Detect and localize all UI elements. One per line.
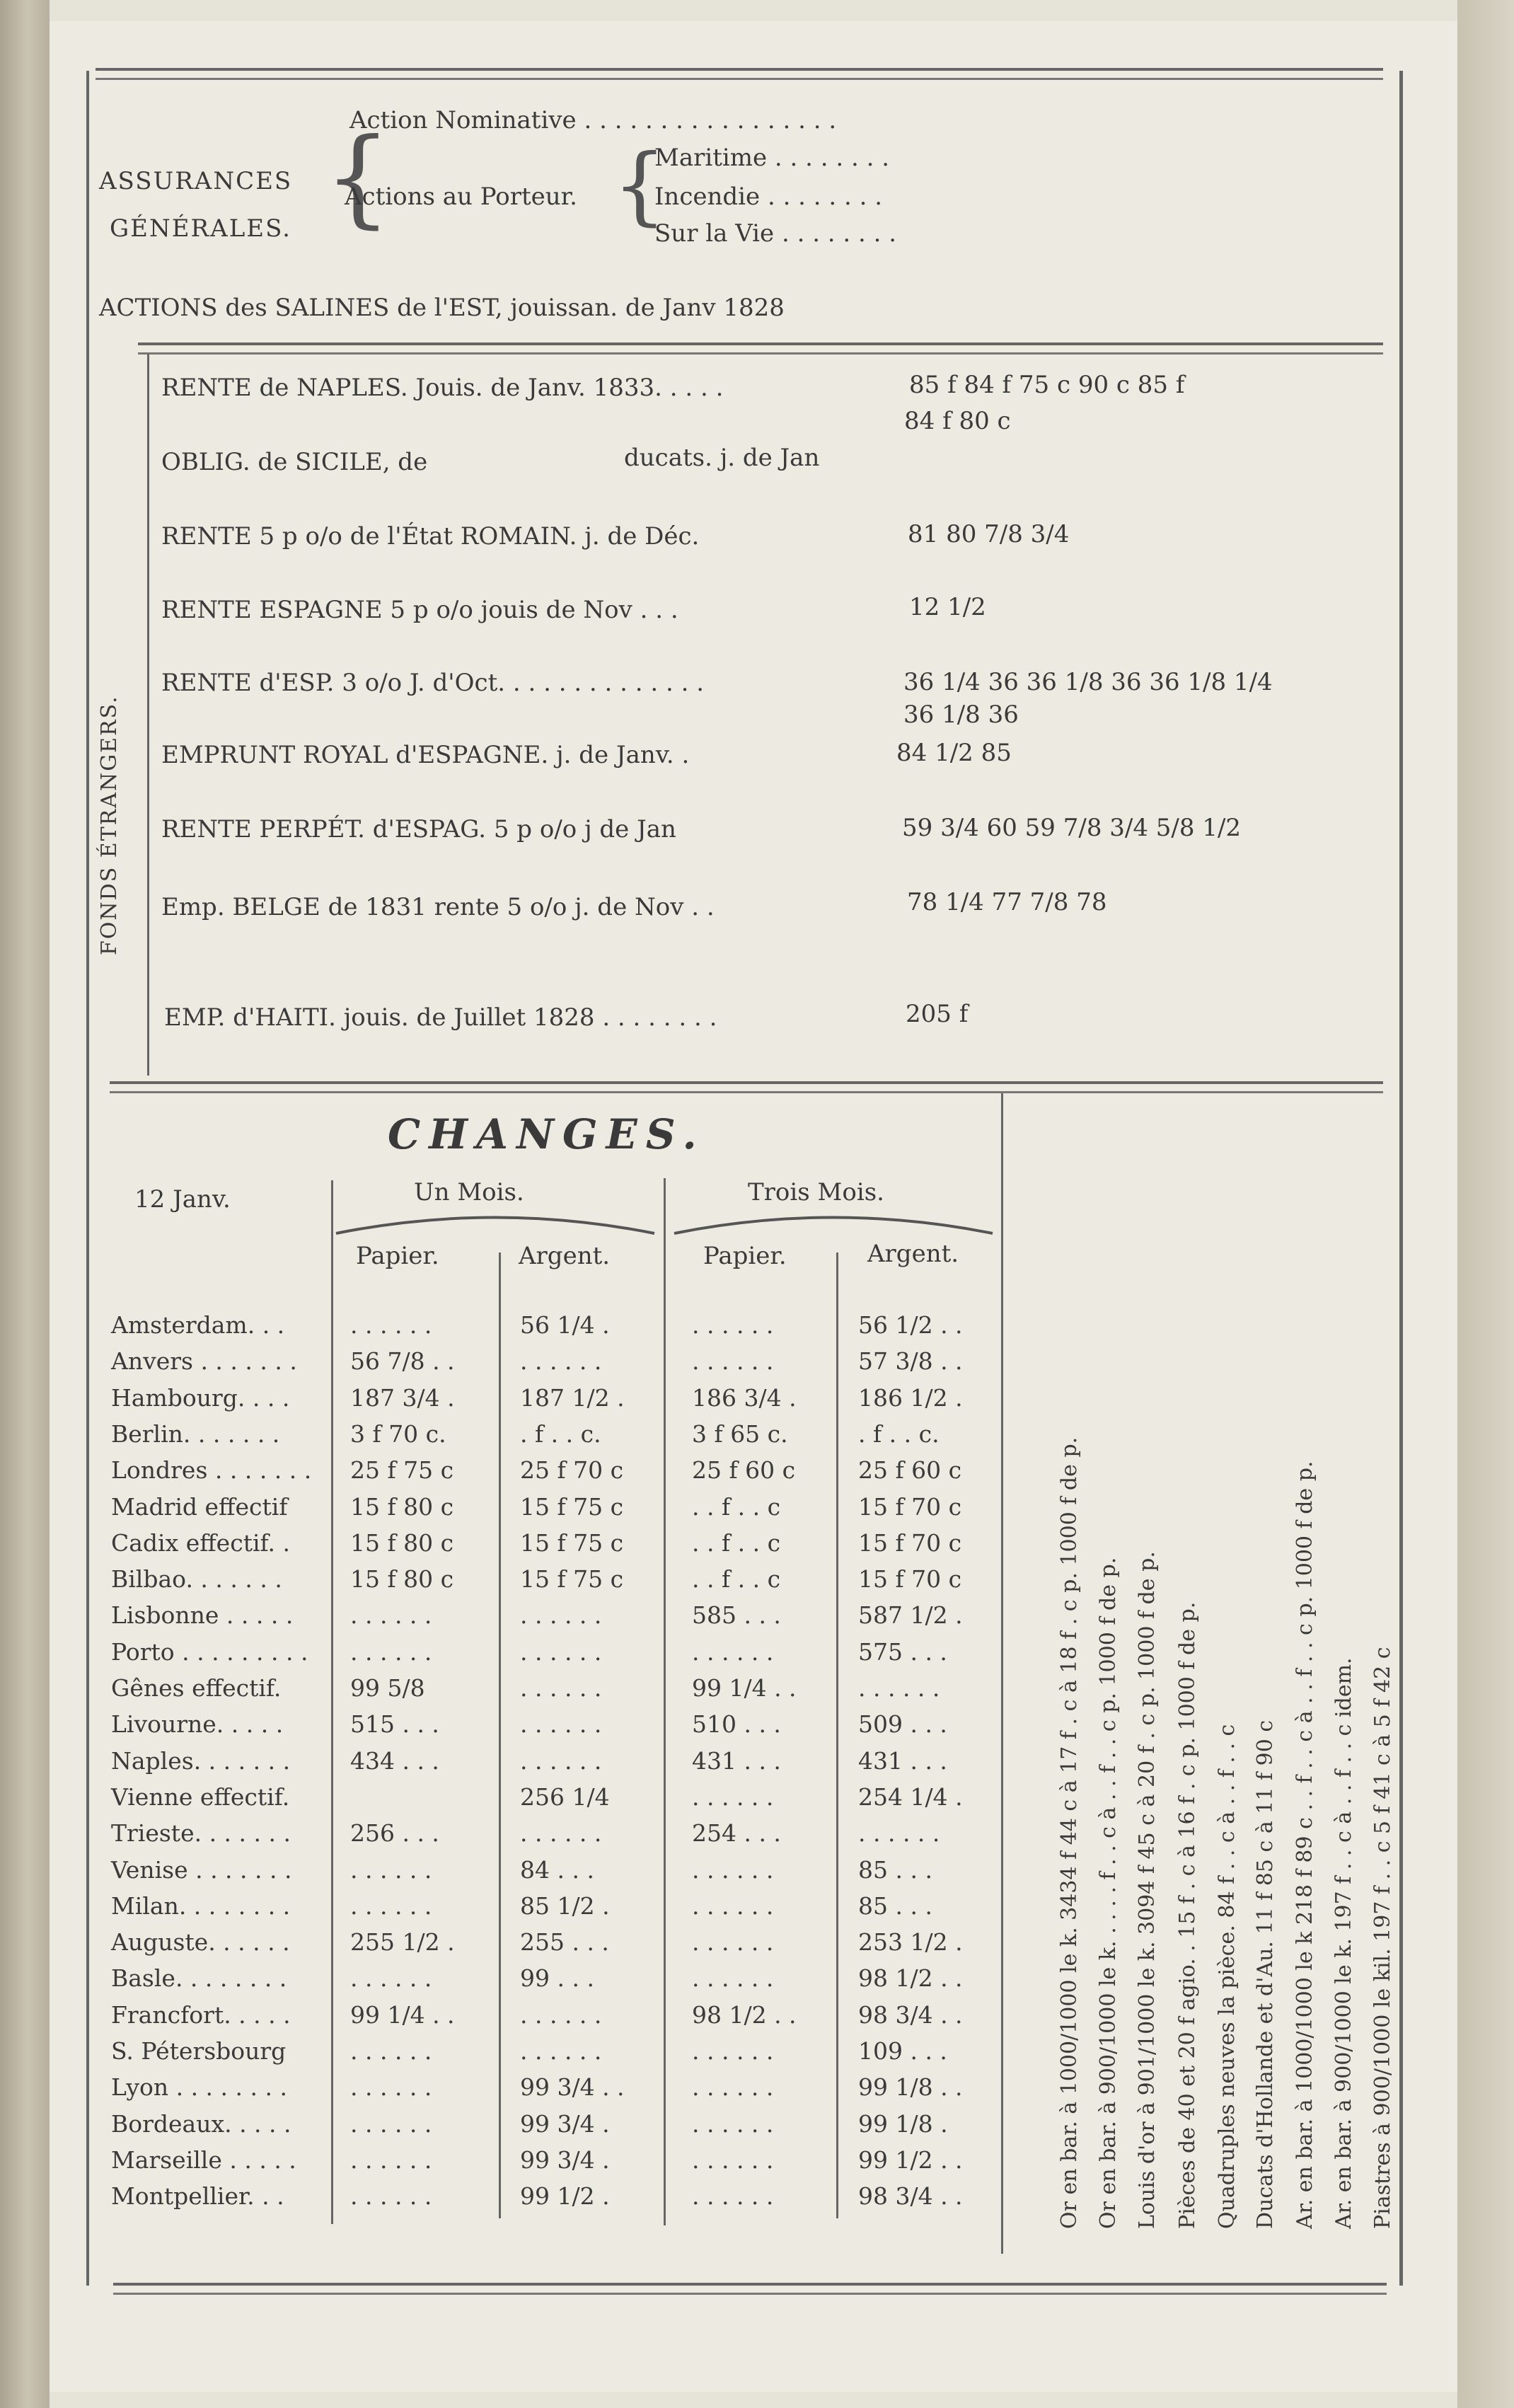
col-rule-tm-end xyxy=(1001,1093,1003,2254)
city-name: Naples. . . . . . . xyxy=(111,1746,291,1775)
un-mois-papier-cell: 56 7/8 . . xyxy=(350,1347,455,1376)
trois-mois-argent-cell: 98 3/4 . . xyxy=(858,2182,963,2211)
trois-mois-papier-cell: . . . . . . xyxy=(692,1928,774,1957)
fonds-row-values: 205 f xyxy=(906,1000,969,1028)
un-mois-papier-cell: 255 1/2 . xyxy=(350,1928,455,1957)
trois-mois-argent-cell: 186 1/2 . xyxy=(858,1383,963,1412)
city-name: Basle. . . . . . . . xyxy=(111,1964,287,1993)
un-mois-papier-cell: 15 f 80 c xyxy=(350,1565,454,1594)
un-mois-papier-cell: . . . . . . xyxy=(350,1964,432,1993)
trois-mois-argent-cell: 99 1/2 . . xyxy=(858,2145,963,2174)
assurances-label: ASSURANCES xyxy=(99,167,293,195)
un-mois-papier-cell: . . . . . . xyxy=(350,2109,432,2138)
metal-quote: Pièces de 40 et 20 f agio. . 15 f . c à 16 f . c p. 1000 f de p. xyxy=(1175,1601,1200,2229)
trois-mois-argent-cell: 98 3/4 . . xyxy=(858,2000,963,2029)
next-page-edge xyxy=(1457,0,1514,2408)
un-mois-papier-cell: 99 5/8 xyxy=(350,1674,425,1702)
city-name: Trieste. . . . . . . xyxy=(111,1819,291,1848)
un-mois-argent-cell: 99 1/2 . xyxy=(520,2182,610,2211)
un-mois-header: Un Mois. xyxy=(414,1178,524,1206)
trois-mois-argent-cell: 85 . . . xyxy=(858,1891,932,1920)
un-mois-argent-cell: . . . . . . xyxy=(520,1347,602,1376)
trois-mois-papier-cell: . . . . . . xyxy=(692,2182,774,2211)
left-border xyxy=(86,71,89,2286)
trois-mois-argent-cell: 509 . . . xyxy=(858,1710,947,1739)
trois-mois-argent-cell: 253 1/2 . xyxy=(858,1928,963,1957)
trois-mois-papier-cell: 25 f 60 c xyxy=(692,1456,796,1485)
right-border xyxy=(1399,71,1403,2286)
un-mois-argent-cell: 256 1/4 xyxy=(520,1782,610,1811)
city-name: Amsterdam. . . xyxy=(111,1311,285,1339)
trois-mois-papier-cell: . . . . . . xyxy=(692,2073,774,2102)
trois-mois-argent-cell: 56 1/2 . . xyxy=(858,1311,963,1339)
un-mois-papier-cell: . . . . . . xyxy=(350,1311,432,1339)
top-border xyxy=(96,68,1383,80)
metal-quote: Or en bar. à 900/1000 le k. . . . . f . . c à . . f . . c p. 1000 f de p. xyxy=(1096,1557,1121,2229)
trois-mois-papier-cell: . . . . . . xyxy=(692,1347,774,1376)
city-name: S. Pétersbourg xyxy=(111,2037,287,2065)
trois-mois-papier-cell: . . . . . . xyxy=(692,1964,774,1993)
un-mois-argent-cell: 99 3/4 . . xyxy=(520,2073,625,2102)
actions-salines: ACTIONS des SALINES de l'EST, jouissan. de Janv 1828 xyxy=(99,294,785,322)
un-mois-argent-cell: . f . . c. xyxy=(520,1419,601,1448)
city-name: Lisbonne . . . . . xyxy=(111,1601,294,1630)
un-mois-papier-cell: 3 f 70 c. xyxy=(350,1419,446,1448)
fonds-row-values: 85 f 84 f 75 c 90 c 85 f xyxy=(909,371,1185,399)
trois-mois-argent-cell: . . . . . . xyxy=(858,1819,940,1848)
city-name: Milan. . . . . . . . xyxy=(111,1891,291,1920)
fonds-row-label-b: ducats. j. de Jan xyxy=(624,444,820,472)
trois-mois-argent-cell: 15 f 70 c xyxy=(858,1492,962,1521)
un-mois-argent-cell: 84 . . . xyxy=(520,1855,594,1884)
generales-label: GÉNÉRALES. xyxy=(110,214,291,243)
un-mois-papier-cell: 256 . . . xyxy=(350,1819,439,1848)
fonds-row-values2: 84 f 80 c xyxy=(904,407,1011,435)
fonds-row-label: EMPRUNT ROYAL d'ESPAGNE. j. de Janv. . xyxy=(161,741,690,769)
fonds-row-label: EMP. d'HAITI. jouis. de Juillet 1828 . . . . . . . . xyxy=(164,1003,717,1032)
city-name: Hambourg. . . . xyxy=(111,1383,290,1412)
trois-mois-papier-cell: . . . . . . xyxy=(692,1855,774,1884)
un-mois-papier-cell: 99 1/4 . . xyxy=(350,2000,455,2029)
city-name: Bordeaux. . . . . xyxy=(111,2109,291,2138)
un-mois-papier-cell: . . . . . . xyxy=(350,1855,432,1884)
trois-mois-argent-cell: . . . . . . xyxy=(858,1674,940,1702)
trois-mois-argent-cell: 85 . . . xyxy=(858,1855,932,1884)
fonds-row-values: 59 3/4 60 59 7/8 3/4 5/8 1/2 xyxy=(902,814,1242,842)
changes-title: CHANGES. xyxy=(388,1110,705,1158)
fonds-row-values: 81 80 7/8 3/4 xyxy=(908,520,1070,548)
metal-quote: Or en bar. à 1000/1000 le k. 3434 f 44 c à 17 f . c à 18 f . c p. 1000 f de p. xyxy=(1057,1436,1082,2229)
trois-mois-papier-cell: . . . . . . xyxy=(692,1891,774,1920)
trois-mois-argent-cell: 587 1/2 . xyxy=(858,1601,963,1630)
fonds-row-values: 36 1/4 36 36 1/8 36 36 1/8 1/4 xyxy=(903,668,1273,696)
fonds-row-label: RENTE d'ESP. 3 o/o J. d'Oct. . . . . . . . . . . . . . xyxy=(161,669,705,697)
un-mois-swoosh xyxy=(333,1209,658,1237)
trois-mois-papier-cell: 254 . . . xyxy=(692,1819,781,1848)
un-mois-argent-cell: . . . . . . xyxy=(520,1601,602,1630)
actions-porteur: Actions au Porteur. xyxy=(345,183,577,211)
un-mois-argent-cell: . . . . . . xyxy=(520,1710,602,1739)
un-mois-argent-cell: . . . . . . xyxy=(520,2037,602,2065)
un-mois-papier-cell: 434 . . . xyxy=(350,1746,439,1775)
un-mois-argent-cell: 15 f 75 c xyxy=(520,1565,624,1594)
un-mois-argent-cell: 99 3/4 . xyxy=(520,2109,610,2138)
trois-mois-argent-cell: 15 f 70 c xyxy=(858,1528,962,1557)
trois-mois-papier-cell: . . . . . . xyxy=(692,2109,774,2138)
city-name: Gênes effectif. xyxy=(111,1674,282,1702)
un-mois-papier-cell: . . . . . . xyxy=(350,2073,432,2102)
city-name: Bilbao. . . . . . . xyxy=(111,1565,282,1594)
city-name: Porto . . . . . . . . . xyxy=(111,1637,308,1666)
trois-mois-papier-cell: . . . . . . xyxy=(692,2145,774,2174)
un-mois-argent-cell: 187 1/2 . xyxy=(520,1383,625,1412)
un-mois-papier-cell: 15 f 80 c xyxy=(350,1492,454,1521)
fonds-row-label: RENTE ESPAGNE 5 p o/o jouis de Nov . . . xyxy=(161,596,678,624)
un-mois-argent-cell: 255 . . . xyxy=(520,1928,609,1957)
city-name: Livourne. . . . . xyxy=(111,1710,284,1739)
action-nominative: Action Nominative . . . . . . . . . . . . . . . . . xyxy=(349,106,837,134)
metal-quote: Quadruples neuves la pièce. 84 f . . c à . . f . . c xyxy=(1215,1724,1239,2229)
un-mois-argent-cell: 99 . . . xyxy=(520,1964,594,1993)
trois-mois-papier-cell: 99 1/4 . . xyxy=(692,1674,797,1702)
trois-mois-argent-cell: 575 . . . xyxy=(858,1637,947,1666)
fonds-row-values: 12 1/2 xyxy=(909,593,986,621)
fonds-row-label: RENTE PERPÉT. d'ESPAG. 5 p o/o j de Jan xyxy=(161,815,676,843)
trois-mois-papier-cell: . . f . . c xyxy=(692,1565,781,1594)
un-mois-papier-cell: 515 . . . xyxy=(350,1710,439,1739)
trois-mois-argent-cell: 254 1/4 . xyxy=(858,1782,963,1811)
trois-mois-argent-cell: 99 1/8 . xyxy=(858,2109,948,2138)
un-mois-papier-cell: . . . . . . xyxy=(350,2145,432,2174)
un-mois-argent-cell: 15 f 75 c xyxy=(520,1492,624,1521)
trois-mois-argent-cell: 57 3/8 . . xyxy=(858,1347,963,1376)
col-rule-um-end xyxy=(664,1178,666,2225)
col-rule-tm-mid xyxy=(836,1252,838,2218)
un-mois-papier-cell: 15 f 80 c xyxy=(350,1528,454,1557)
argent-header: Argent. xyxy=(519,1242,611,1270)
metal-quote: Ducats d'Hollande et d'Au. 11 f 85 c à 11 f 90 c xyxy=(1253,1719,1278,2229)
changes-date: 12 Janv. xyxy=(134,1185,231,1214)
incendie: Incendie . . . . . . . . xyxy=(654,183,883,211)
metal-quote: Piastres à 900/1000 le kil. 197 f . . c 5 f 41 c à 5 f 42 c xyxy=(1370,1647,1395,2229)
assurances-brace: { xyxy=(324,116,392,239)
un-mois-argent-cell: 56 1/4 . xyxy=(520,1311,610,1339)
col-rule-um-mid xyxy=(499,1252,501,2218)
city-name: Vienne effectif. xyxy=(111,1782,290,1811)
bottom-border xyxy=(113,2283,1387,2295)
trois-mois-argent-cell: 99 1/8 . . xyxy=(858,2073,963,2102)
city-name: Montpellier. . . xyxy=(111,2182,284,2211)
un-mois-argent-cell: . . . . . . xyxy=(520,1637,602,1666)
fonds-row-label: RENTE 5 p o/o de l'État ROMAIN. j. de Déc. xyxy=(161,522,700,551)
un-mois-argent-cell: . . . . . . xyxy=(520,2000,602,2029)
trois-mois-argent-cell: 98 1/2 . . xyxy=(858,1964,963,1993)
col-rule-cities xyxy=(331,1180,333,2224)
trois-mois-argent-cell: 15 f 70 c xyxy=(858,1565,962,1594)
sur-la-vie: Sur la Vie . . . . . . . . xyxy=(654,219,897,248)
un-mois-papier-cell: . . . . . . xyxy=(350,2182,432,2211)
trois-mois-argent-cell: 431 . . . xyxy=(858,1746,947,1775)
trois-mois-papier-cell: . . . . . . xyxy=(692,1311,774,1339)
city-name: Auguste. . . . . . xyxy=(111,1928,290,1957)
trois-mois-header: Trois Mois. xyxy=(748,1178,884,1206)
un-mois-papier-cell: . . . . . . xyxy=(350,2037,432,2065)
city-name: Berlin. . . . . . . xyxy=(111,1419,280,1448)
book-binding xyxy=(0,0,50,2408)
trois-mois-argent-cell: 109 . . . xyxy=(858,2037,947,2065)
trois-mois-argent-cell: 25 f 60 c xyxy=(858,1456,962,1485)
trois-mois-argent-cell: . f . . c. xyxy=(858,1419,940,1448)
argent-header: Argent. xyxy=(867,1240,959,1268)
trois-mois-papier-cell: 510 . . . xyxy=(692,1710,781,1739)
fonds-row-values: 78 1/4 77 7/8 78 xyxy=(907,888,1107,916)
porteur-brace: { xyxy=(613,137,667,235)
un-mois-papier-cell: . . . . . . xyxy=(350,1601,432,1630)
un-mois-argent-cell: 15 f 75 c xyxy=(520,1528,624,1557)
city-name: Londres . . . . . . . xyxy=(111,1456,312,1485)
metal-quote: Louis d'or à 901/1000 le k. 3094 f 45 c à 20 f . c p. 1000 f de p. xyxy=(1135,1551,1160,2229)
divider-1 xyxy=(138,342,1383,355)
trois-mois-papier-cell: 98 1/2 . . xyxy=(692,2000,797,2029)
trois-mois-papier-cell: 585 . . . xyxy=(692,1601,781,1630)
un-mois-argent-cell: . . . . . . xyxy=(520,1819,602,1848)
metal-quote: Ar. en bar. à 900/1000 le k. 197 f . . c à . . f . . c idem. xyxy=(1331,1657,1356,2229)
trois-mois-papier-cell: 186 3/4 . xyxy=(692,1383,797,1412)
fonds-row-label: RENTE de NAPLES. Jouis. de Janv. 1833. . . . . xyxy=(161,374,724,402)
maritime: Maritime . . . . . . . . xyxy=(654,144,890,172)
city-name: Anvers . . . . . . . xyxy=(111,1347,297,1376)
un-mois-papier-cell: 25 f 75 c xyxy=(350,1456,454,1485)
fonds-row-values2: 36 1/8 36 xyxy=(903,701,1019,729)
fonds-row-label: Emp. BELGE de 1831 rente 5 o/o j. de Nov . . xyxy=(161,893,715,921)
trois-mois-papier-cell: 3 f 65 c. xyxy=(692,1419,788,1448)
papier-header: Papier. xyxy=(356,1242,439,1270)
trois-mois-papier-cell: . . . . . . xyxy=(692,2037,774,2065)
un-mois-papier-cell: 187 3/4 . xyxy=(350,1383,455,1412)
un-mois-argent-cell: 85 1/2 . xyxy=(520,1891,610,1920)
city-name: Madrid effectif xyxy=(111,1492,288,1521)
trois-mois-papier-cell: . . f . . c xyxy=(692,1528,781,1557)
city-name: Lyon . . . . . . . . xyxy=(111,2073,287,2102)
un-mois-papier-cell: . . . . . . xyxy=(350,1637,432,1666)
trois-mois-papier-cell: . . . . . . xyxy=(692,1637,774,1666)
un-mois-argent-cell: . . . . . . xyxy=(520,1674,602,1702)
trois-mois-papier-cell: . . f . . c xyxy=(692,1492,781,1521)
city-name: Cadix effectif. . xyxy=(111,1528,291,1557)
fonds-etrangers-label: FONDS ÉTRANGERS. xyxy=(97,695,122,955)
metal-quote: Ar. en bar. à 1000/1000 le k 218 f 89 c . . f . . c à . . f . . c p. 1000 f de p. xyxy=(1293,1461,1317,2229)
divider-2 xyxy=(110,1081,1383,1093)
city-name: Francfort. . . . . xyxy=(111,2000,291,2029)
fonds-row-values: 84 1/2 85 xyxy=(896,739,1012,767)
city-name: Marseille . . . . . xyxy=(111,2145,296,2174)
un-mois-argent-cell: 99 3/4 . xyxy=(520,2145,610,2174)
un-mois-argent-cell: . . . . . . xyxy=(520,1746,602,1775)
city-name: Venise . . . . . . . xyxy=(111,1855,292,1884)
trois-mois-papier-cell: 431 . . . xyxy=(692,1746,781,1775)
fonds-row-label: OBLIG. de SICILE, de xyxy=(161,448,428,476)
trois-mois-papier-cell: . . . . . . xyxy=(692,1782,774,1811)
papier-header: Papier. xyxy=(703,1242,787,1270)
un-mois-papier-cell: . . . . . . xyxy=(350,1891,432,1920)
trois-mois-swoosh xyxy=(671,1209,996,1237)
un-mois-argent-cell: 25 f 70 c xyxy=(520,1456,624,1485)
fonds-inner-rule xyxy=(147,354,149,1076)
